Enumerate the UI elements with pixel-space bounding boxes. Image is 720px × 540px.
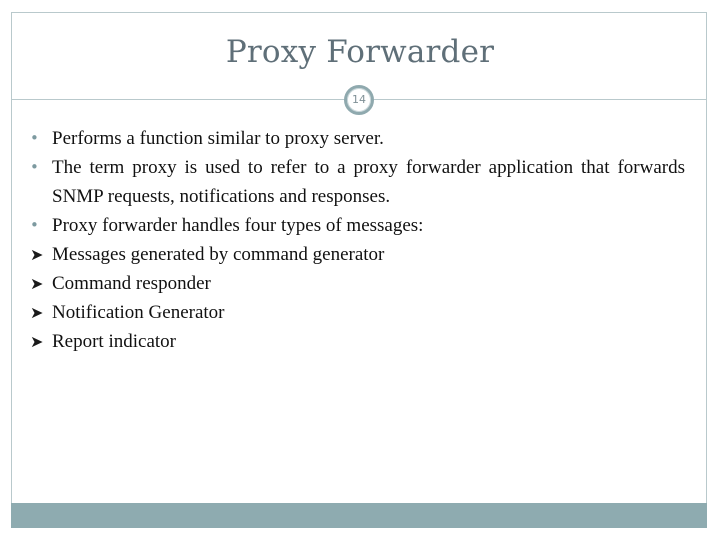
bullet-text: Proxy forwarder handles four types of messages: (52, 215, 424, 236)
bullet-list (30, 124, 685, 356)
round-bullet-icon: • (30, 216, 39, 234)
bullet-item (30, 124, 685, 153)
bullet-text: Report indicator (52, 331, 176, 352)
sub-bullet-item (30, 298, 685, 327)
bullet-item (30, 153, 685, 211)
round-bullet-icon: • (30, 158, 39, 176)
bullet-text: Notification Generator (52, 302, 225, 323)
sub-bullet-item (30, 327, 685, 356)
arrow-bullet-icon: ➤ (30, 274, 44, 293)
slide-title: Proxy Forwarder (225, 34, 495, 70)
page-number-badge: 14 (344, 85, 374, 115)
bullet-text: Performs a function similar to proxy server. (52, 128, 384, 149)
arrow-bullet-icon: ➤ (30, 303, 44, 322)
footer-bar (11, 503, 707, 528)
sub-bullet-item (30, 269, 685, 298)
bullet-item (30, 211, 685, 240)
round-bullet-icon: • (30, 129, 39, 147)
bullet-text: Messages generated by command generator (52, 244, 385, 265)
arrow-bullet-icon: ➤ (30, 332, 44, 351)
arrow-bullet-icon: ➤ (30, 245, 44, 264)
bullet-text: Command responder (52, 273, 211, 294)
sub-bullet-item (30, 240, 685, 269)
bullet-text: The term proxy is used to refer to a proxy forwarder application that forwards SNMP requests, notifications and responses. (52, 157, 685, 207)
